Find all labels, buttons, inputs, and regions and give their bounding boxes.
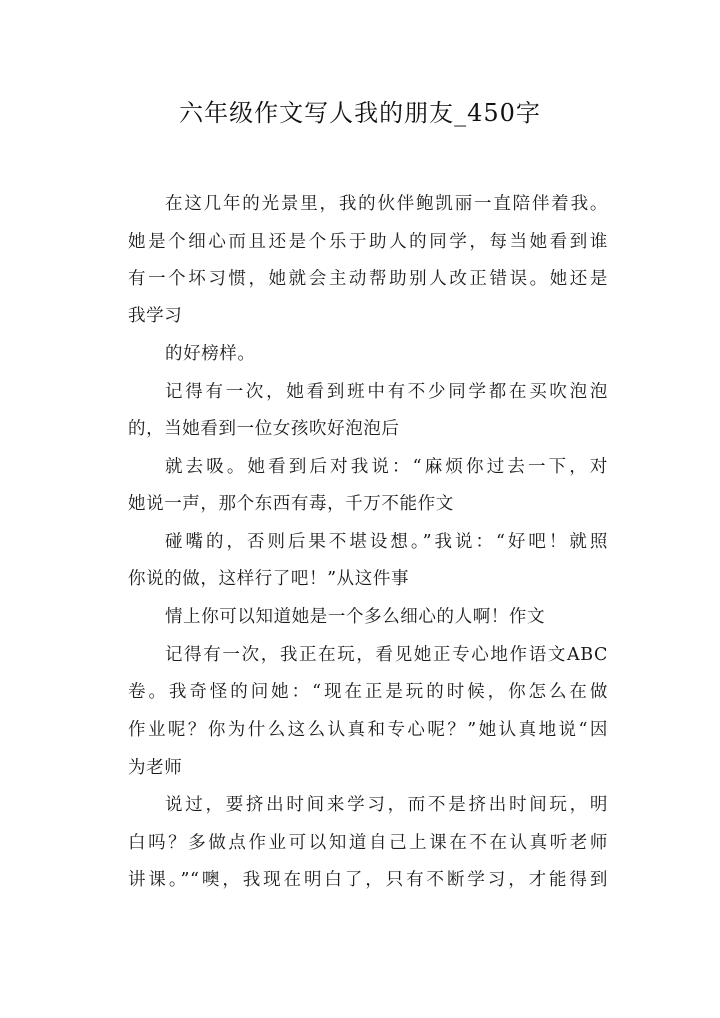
paragraph-line: 说过，要挤出时间来学习，而不是挤出时间玩，明 (165, 795, 608, 815)
paragraph-line: 有一个坏习惯，她就会主动帮助别人改正错误。她还是 (128, 269, 608, 289)
paragraph-line: 的好榜样。 (165, 344, 256, 364)
paragraph-line: 我学习 (128, 306, 183, 326)
paragraph-line: 她说一声，那个东西有毒，千万不能作文 (128, 494, 454, 514)
paragraph-line: 你说的做，这样行了吧！”从这件事 (128, 569, 410, 589)
paragraph-line: 碰嘴的，否则后果不堪设想。”我说：“好吧！就照 (165, 532, 608, 552)
paragraph-line: 讲课。”“噢，我现在明白了，只有不断学习，才能得到 (128, 870, 608, 890)
paragraph-line: 在这几年的光景里，我的伙伴鲍凯丽一直陪伴着我。 (165, 194, 608, 214)
paragraph-line: 她是个细心而且还是个乐于助人的同学，每当她看到谁 (128, 232, 608, 252)
paragraph-line: 作业呢？你为什么这么认真和专心呢？”她认真地说“因 (128, 720, 608, 740)
paragraph-line: 情上你可以知道她是一个多么细心的人啊！作文 (165, 607, 546, 627)
paragraph-line: 记得有一次，我正在玩，看见她正专心地作语文ABC (165, 645, 608, 665)
paragraph-line: 就去吸。她看到后对我说：“麻烦你过去一下，对 (165, 457, 608, 477)
paragraph-line: 记得有一次，她看到班中有不少同学都在买吹泡泡 (165, 382, 608, 402)
paragraph-line: 白吗？多做点作业可以知道自己上课在不在认真听老师 (128, 833, 608, 853)
paragraph-line: 的，当她看到一位女孩吹好泡泡后 (128, 419, 400, 439)
paragraph-line: 为老师 (128, 758, 183, 778)
paragraph-line: 卷。我奇怪的问她：“现在正是玩的时候，你怎么在做 (128, 682, 608, 702)
document-title: 六年级作文写人我的朋友_450字 (179, 99, 541, 127)
